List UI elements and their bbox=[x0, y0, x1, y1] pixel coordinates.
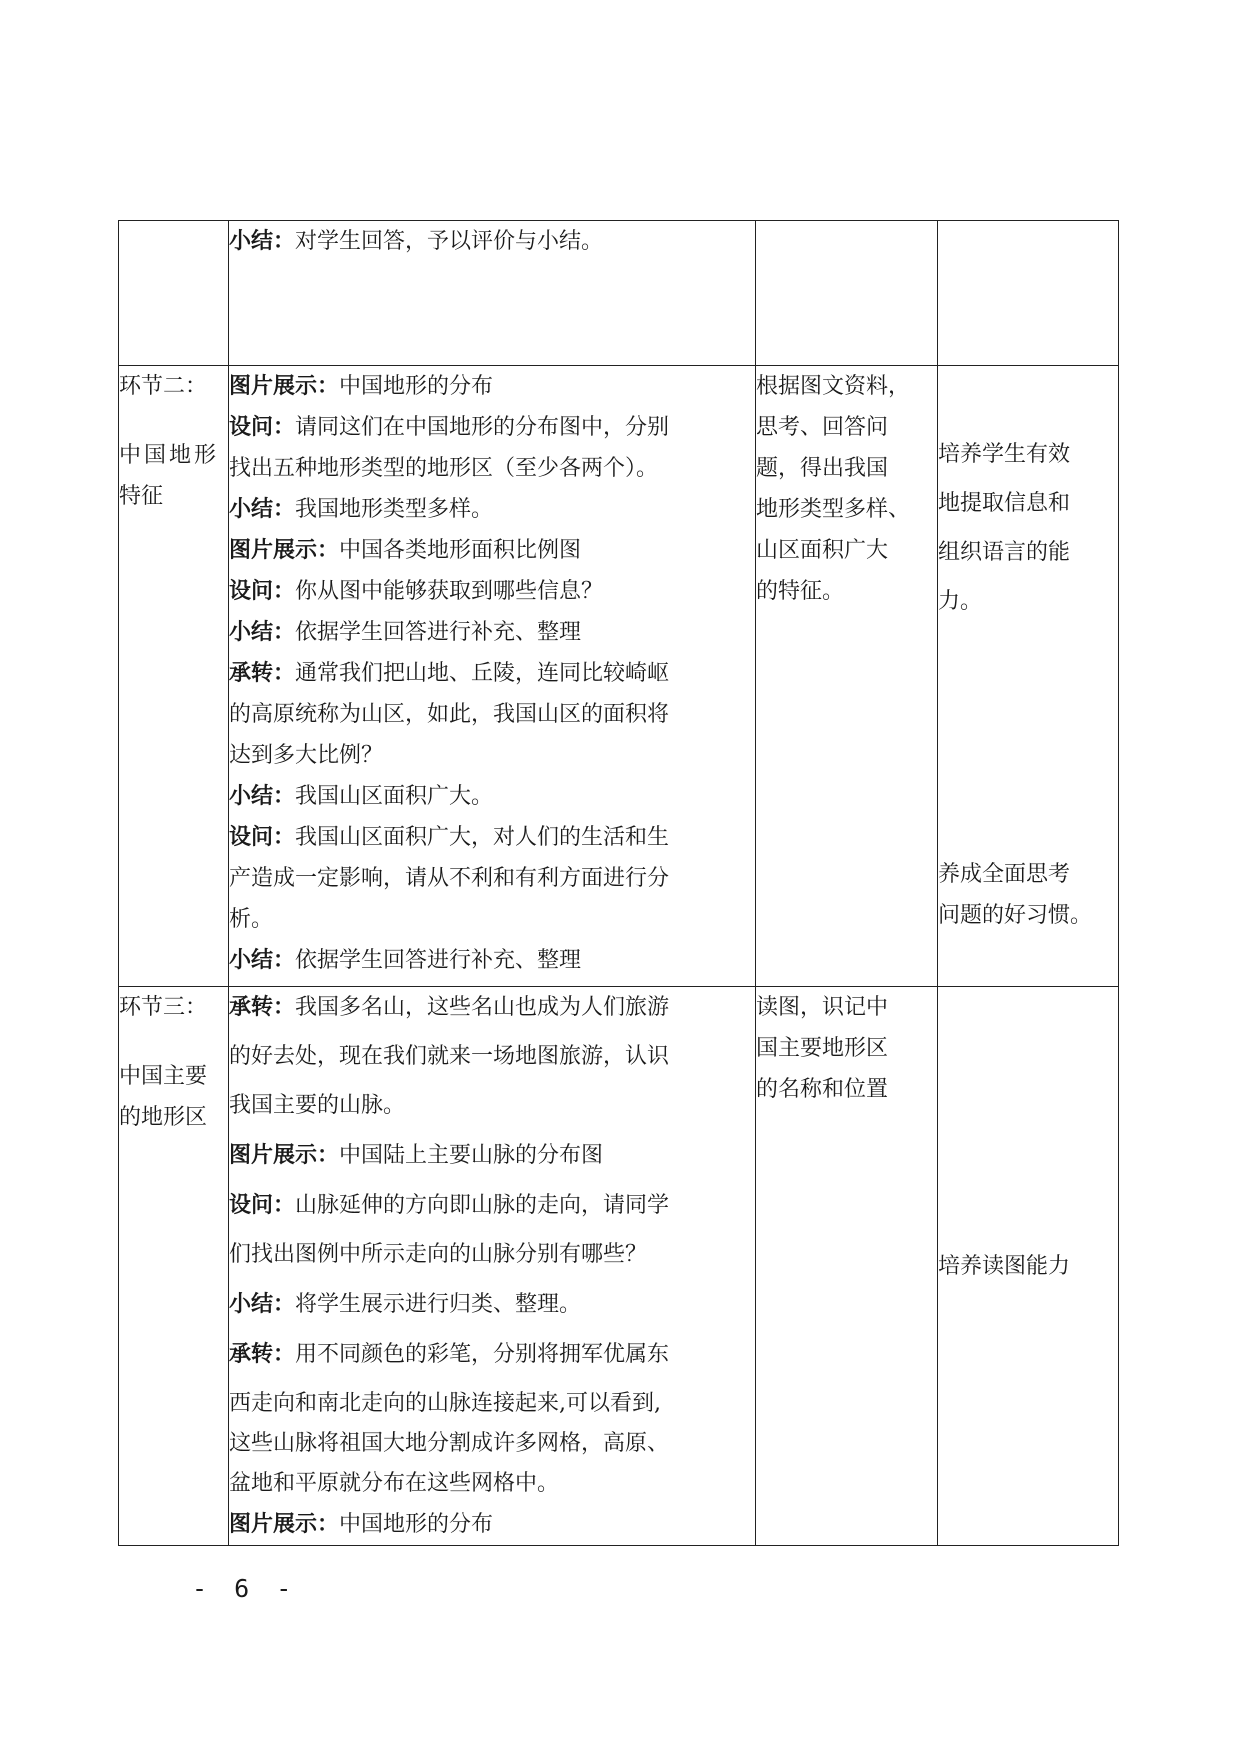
activity-text: 我国主要的山脉。 bbox=[229, 1093, 406, 1118]
stage-name: 中国主要 bbox=[119, 1064, 208, 1089]
activity-line bbox=[229, 407, 755, 448]
activity-line bbox=[229, 1235, 755, 1275]
activity-text: 我国山区面积广大，对人们的生活和生 bbox=[295, 825, 670, 850]
stage-title: 环节三： bbox=[119, 995, 208, 1020]
activity-text: 将学生展示进行归类、整理。 bbox=[295, 1292, 582, 1317]
lesson-plan-table bbox=[118, 220, 1119, 1546]
stage-title: 环节二： bbox=[119, 374, 208, 399]
activity-text: 我国地形类型多样。 bbox=[295, 497, 494, 522]
activity-line bbox=[229, 612, 755, 653]
purpose-line: 养成全面思考 bbox=[938, 862, 1071, 887]
purpose-block bbox=[938, 366, 1118, 626]
activity-line bbox=[229, 1384, 755, 1424]
activity-text: 达到多大比例？ bbox=[229, 743, 384, 768]
activity-text: 山脉延伸的方向即山脉的走向，请同学 bbox=[295, 1193, 670, 1218]
activity-text: 中国各类地形面积比例图 bbox=[339, 538, 582, 563]
activity-label: 承转： bbox=[229, 994, 296, 1020]
activity-line bbox=[229, 940, 755, 981]
activity-label: 图片展示： bbox=[229, 373, 340, 399]
activity-text: 对学生回答，予以评价与小结。 bbox=[295, 229, 604, 254]
activity-line bbox=[229, 1037, 755, 1077]
activity-line bbox=[229, 653, 755, 694]
stage-name: 特征 bbox=[119, 484, 164, 509]
activity-label: 承转： bbox=[229, 1341, 296, 1367]
activity-label: 小结： bbox=[229, 228, 296, 254]
activity-cell bbox=[229, 366, 756, 987]
activity-line bbox=[229, 1135, 755, 1176]
student-activity-cell bbox=[756, 221, 938, 366]
purpose-line: 问题的好习惯。 bbox=[938, 903, 1093, 928]
activity-line bbox=[229, 1284, 755, 1325]
activity-label: 小结： bbox=[229, 496, 296, 522]
page-number: - 6 - bbox=[192, 1574, 298, 1603]
design-purpose-cell bbox=[938, 987, 1119, 1546]
activity-text: 中国地形的分布 bbox=[339, 1512, 494, 1537]
activity-label: 小结： bbox=[229, 1291, 296, 1317]
activity-line bbox=[229, 735, 755, 776]
student-line: 根据图文资料， bbox=[756, 374, 911, 399]
activity-text: 我国多名山，这些名山也成为人们旅游 bbox=[295, 995, 670, 1020]
activity-line bbox=[229, 1086, 755, 1126]
activity-line bbox=[229, 489, 755, 530]
activity-label: 承转： bbox=[229, 660, 296, 686]
student-line: 的特征。 bbox=[756, 579, 845, 604]
activity-text: 中国地形的分布 bbox=[339, 374, 494, 399]
stage-cell bbox=[119, 366, 229, 987]
student-line: 题，得出我国 bbox=[756, 456, 889, 481]
activity-line bbox=[229, 1464, 755, 1504]
student-line: 的名称和位置 bbox=[756, 1077, 889, 1102]
activity-text: 西走向和南北走向的山脉连接起来,可以看到, bbox=[229, 1391, 661, 1416]
activity-label: 图片展示： bbox=[229, 537, 340, 563]
stage-name: 中国地形 bbox=[119, 443, 220, 468]
purpose-line: 培养学生有效 bbox=[938, 442, 1071, 467]
activity-text: 通常我们把山地、丘陵，连同比较崎岖 bbox=[295, 661, 670, 686]
activity-line bbox=[229, 366, 755, 407]
activity-text: 依据学生回答进行补充、整理 bbox=[295, 620, 582, 645]
activity-line bbox=[229, 448, 755, 489]
activity-label: 设问： bbox=[229, 578, 296, 604]
purpose-line: 组织语言的能 bbox=[938, 540, 1071, 565]
student-line: 国主要地形区 bbox=[756, 1036, 889, 1061]
activity-line bbox=[229, 987, 755, 1028]
student-line: 思考、回答问 bbox=[756, 415, 889, 440]
activity-line bbox=[229, 1185, 755, 1226]
table-row bbox=[119, 987, 1119, 1546]
stage-cell bbox=[119, 221, 229, 366]
activity-line bbox=[229, 530, 755, 571]
purpose-line: 地提取信息和 bbox=[938, 491, 1071, 516]
stage-cell bbox=[119, 987, 229, 1546]
activity-text: 的高原统称为山区，如此，我国山区的面积将 bbox=[229, 702, 670, 727]
purpose-line: 培养读图能力 bbox=[938, 1253, 1071, 1279]
activity-line bbox=[229, 817, 755, 858]
activity-text: 用不同颜色的彩笔，分别将拥军优属东 bbox=[295, 1342, 670, 1367]
activity-text: 请同这们在中国地形的分布图中，分别 bbox=[295, 415, 670, 440]
student-line: 读图，识记中 bbox=[756, 995, 889, 1020]
activity-cell bbox=[229, 221, 756, 366]
activity-label: 设问： bbox=[229, 414, 296, 440]
student-line: 地形类型多样、 bbox=[756, 497, 911, 522]
table-row bbox=[119, 366, 1119, 987]
activity-text: 的好去处，现在我们就来一场地图旅游，认识 bbox=[229, 1044, 670, 1069]
activity-label: 小结： bbox=[229, 783, 296, 809]
activity-line bbox=[229, 1424, 755, 1464]
activity-label: 小结： bbox=[229, 619, 296, 645]
activity-line bbox=[229, 899, 755, 940]
activity-text: 析。 bbox=[229, 907, 274, 932]
activity-line bbox=[229, 1334, 755, 1375]
activity-text: 中国陆上主要山脉的分布图 bbox=[339, 1143, 604, 1168]
activity-line bbox=[229, 221, 755, 262]
design-purpose-cell bbox=[938, 221, 1119, 366]
activity-text: 这些山脉将祖国大地分割成许多网格，高原、 bbox=[229, 1431, 670, 1456]
activity-line bbox=[229, 571, 755, 612]
student-line: 山区面积广大 bbox=[756, 538, 889, 563]
table-row bbox=[119, 221, 1119, 366]
activity-label: 设问： bbox=[229, 1192, 296, 1218]
activity-text: 盆地和平原就分布在这些网格中。 bbox=[229, 1471, 560, 1496]
activity-text: 找出五种地形类型的地形区（至少各两个）。 bbox=[229, 456, 659, 481]
activity-label: 小结： bbox=[229, 947, 296, 973]
purpose-block bbox=[938, 854, 1118, 936]
student-activity-cell bbox=[756, 987, 938, 1546]
activity-label: 设问： bbox=[229, 824, 296, 850]
activity-cell bbox=[229, 987, 756, 1546]
purpose-line: 力。 bbox=[938, 589, 983, 614]
activity-text: 我国山区面积广大。 bbox=[295, 784, 494, 809]
activity-text: 产造成一定影响，请从不利和有利方面进行分 bbox=[229, 866, 670, 891]
stage-name: 的地形区 bbox=[119, 1105, 208, 1130]
activity-line bbox=[229, 776, 755, 817]
activity-line bbox=[229, 694, 755, 735]
activity-text: 依据学生回答进行补充、整理 bbox=[295, 948, 582, 973]
activity-text: 们找出图例中所示走向的山脉分别有哪些？ bbox=[229, 1242, 648, 1267]
activity-text: 你从图中能够获取到哪些信息？ bbox=[295, 579, 604, 604]
activity-line bbox=[229, 1504, 755, 1545]
activity-line bbox=[229, 858, 755, 899]
design-purpose-cell bbox=[938, 366, 1119, 987]
activity-label: 图片展示： bbox=[229, 1511, 340, 1537]
student-activity-cell bbox=[756, 366, 938, 987]
activity-label: 图片展示： bbox=[229, 1142, 340, 1168]
